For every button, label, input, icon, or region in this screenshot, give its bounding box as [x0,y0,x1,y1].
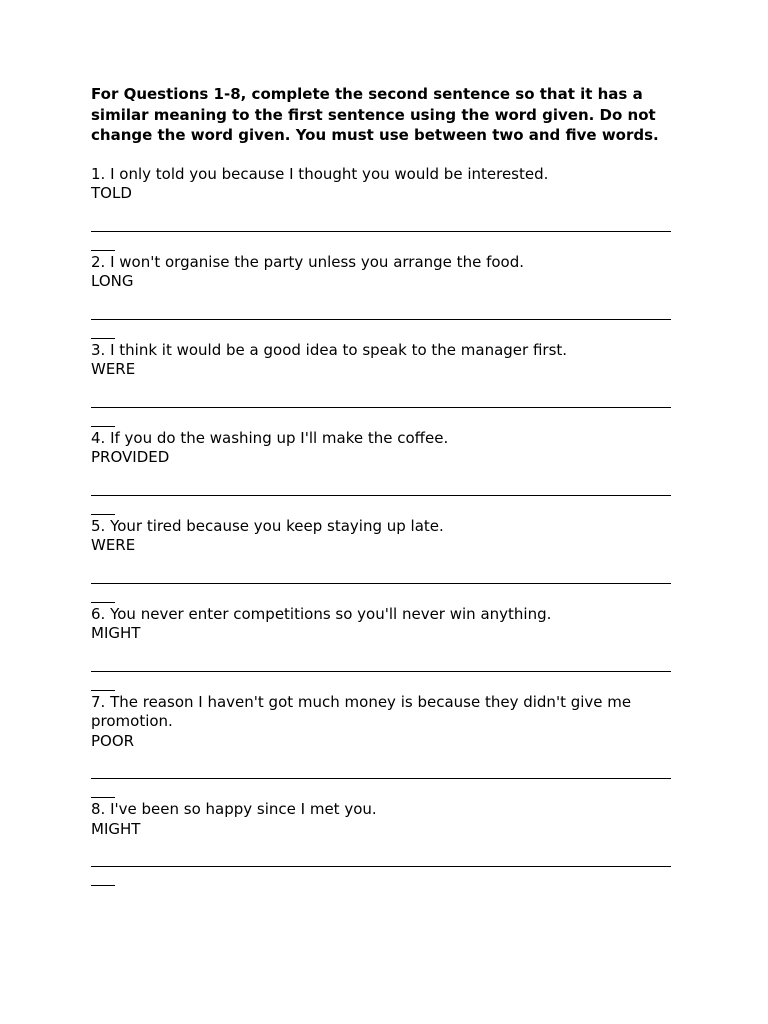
answer-blank[interactable] [91,380,676,429]
question-7 [91,693,676,801]
worksheet [91,84,676,888]
answer-blank[interactable] [91,204,676,253]
question-3 [91,341,676,429]
key-word: WERE [91,536,136,554]
answer-blank[interactable] [91,644,676,693]
answer-line-rule [91,495,671,496]
question-sentence: 2. I won't organise the party unless you arrange the food. [91,252,524,271]
question-sentence: 8. I've been so happy since I met you. [91,800,377,818]
answer-line-rule [91,671,671,672]
key-word: MIGHT [91,624,141,642]
answer-line-rule-continued [91,514,115,515]
answer-blank[interactable] [91,556,676,605]
key-word: PROVIDED [91,448,170,466]
question-8 [91,800,676,888]
question-sentence: 3. I think it would be a good idea to speak to the manager first. [91,340,568,359]
question-4 [91,429,676,517]
question-6 [91,605,676,693]
key-word: POOR [91,731,135,750]
answer-line-rule [91,778,671,779]
question-5 [91,517,676,605]
answer-line-rule-continued [91,426,115,427]
key-word: TOLD [91,184,132,202]
answer-line-rule [91,231,671,232]
answer-line-rule [91,407,671,408]
question-sentence: 7. The reason I haven't got much money is because they didn't give me promotion. [91,692,632,730]
question-sentence: 4. If you do the washing up I'll make the coffee. [91,428,449,447]
question-sentence: 6. You never enter competitions so you'll never win anything. [91,604,552,623]
question-sentence: 5. Your tired because you keep staying up late. [91,516,444,535]
answer-line-rule [91,866,671,867]
key-word: MIGHT [91,819,141,838]
answer-blank[interactable] [91,751,676,800]
answer-line-rule-continued [91,690,115,691]
answer-line-rule-continued [91,338,115,339]
answer-line-rule-continued [91,250,115,251]
key-word: WERE [91,360,136,378]
answer-line-rule [91,583,671,584]
key-word: LONG [91,272,134,290]
answer-line-rule-continued [91,797,115,798]
answer-blank[interactable] [91,292,676,341]
question-1 [91,165,676,253]
question-2 [91,253,676,341]
answer-blank[interactable] [91,839,676,888]
question-sentence: 1. I only told you because I thought you would be interested. [91,164,549,183]
instructions: For Questions 1-8, complete the second sentence so that it has a similar meaning to the first sentence using the word given. Do not change the word given. You must use between two and five words. [91,85,659,144]
answer-line-rule-continued [91,602,115,603]
answer-blank[interactable] [91,468,676,517]
answer-line-rule-continued [91,885,115,886]
answer-line-rule [91,319,671,320]
